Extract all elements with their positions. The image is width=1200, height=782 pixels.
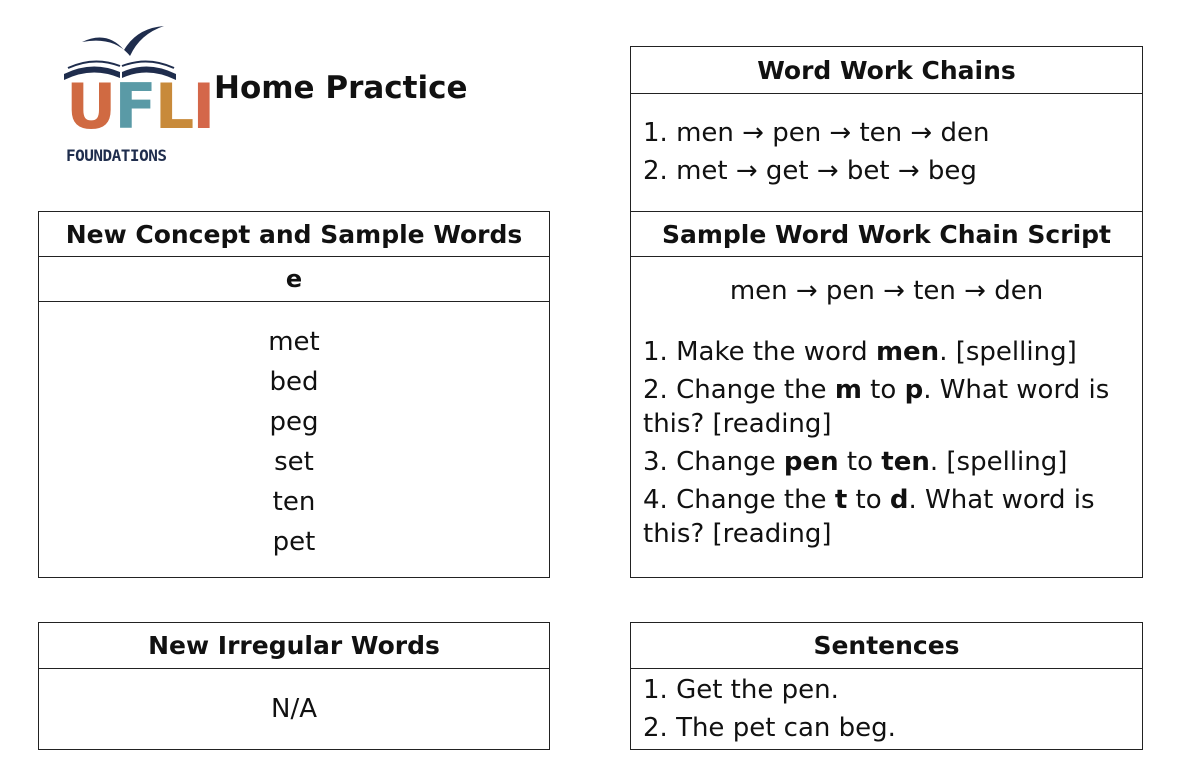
chain-script-header: Sample Word Work Chain Script — [631, 212, 1142, 257]
irregular-words-panel — [38, 622, 550, 750]
script-step-emphasis: d — [889, 485, 909, 515]
sentences-list — [631, 669, 1142, 747]
script-step-number: 1. — [643, 337, 677, 367]
sentence-item: 1. Get the pen. — [643, 675, 839, 705]
script-chain: men → pen → ten → den — [729, 276, 1044, 306]
sentences-header: Sentences — [631, 623, 1142, 669]
sentence-item: 2. The pet can beg. — [643, 713, 896, 743]
script-step-emphasis: ten — [881, 447, 930, 477]
chain-item: 2. met → get → bet → beg — [643, 156, 977, 186]
script-step-text: . [spelling] — [929, 447, 1068, 477]
script-step — [643, 445, 1132, 479]
script-step-emphasis: men — [875, 337, 940, 367]
sample-word: set — [274, 447, 314, 477]
concept-label: e — [39, 257, 549, 302]
logo-subtitle: FOUNDATIONS — [66, 146, 167, 165]
script-step-emphasis: t — [834, 485, 848, 515]
sample-word: ten — [272, 487, 316, 517]
script-step-text: Change — [676, 447, 784, 477]
script-step-text: to — [847, 485, 890, 515]
irregular-words-value: N/A — [271, 694, 317, 724]
sample-words-list — [39, 302, 549, 562]
script-step-text: to — [861, 375, 905, 405]
new-concept-panel — [38, 211, 550, 578]
script-step-text: Change the — [676, 375, 835, 405]
new-concept-header: New Concept and Sample Words — [39, 212, 549, 257]
script-step-text: Make the word — [676, 337, 876, 367]
sample-word: peg — [269, 407, 319, 437]
irregular-words-header: New Irregular Words — [39, 623, 549, 669]
word-work-chains-panel — [630, 46, 1143, 213]
sample-word: met — [268, 327, 320, 357]
sample-word: bed — [269, 367, 319, 397]
script-step — [643, 483, 1132, 551]
script-step-text: . What word is this? [reading] — [643, 375, 1110, 439]
sample-word: pet — [272, 527, 316, 557]
script-step-number: 4. — [643, 485, 677, 515]
script-steps — [631, 325, 1142, 551]
script-step-text: . What word is this? [reading] — [643, 485, 1095, 549]
script-step-emphasis: p — [904, 375, 924, 405]
ufli-logo — [62, 22, 214, 165]
chains-list — [631, 94, 1142, 190]
script-step-number: 2. — [643, 375, 677, 405]
sentences-panel — [630, 622, 1143, 750]
script-step-emphasis: m — [834, 375, 862, 405]
script-step-text: Change the — [676, 485, 835, 515]
logo-letters: UFLI — [66, 70, 214, 143]
script-step — [643, 373, 1132, 441]
script-step-emphasis: pen — [783, 447, 839, 477]
word-work-chains-header: Word Work Chains — [631, 47, 1142, 94]
chain-script-panel — [630, 211, 1143, 578]
page-title: Home Practice — [214, 70, 468, 106]
chain-item: 1. men → pen → ten → den — [643, 118, 990, 148]
script-step-text: . [spelling] — [939, 337, 1077, 367]
script-step — [643, 335, 1132, 369]
script-step-number: 3. — [643, 447, 677, 477]
script-step-text: to — [838, 447, 882, 477]
